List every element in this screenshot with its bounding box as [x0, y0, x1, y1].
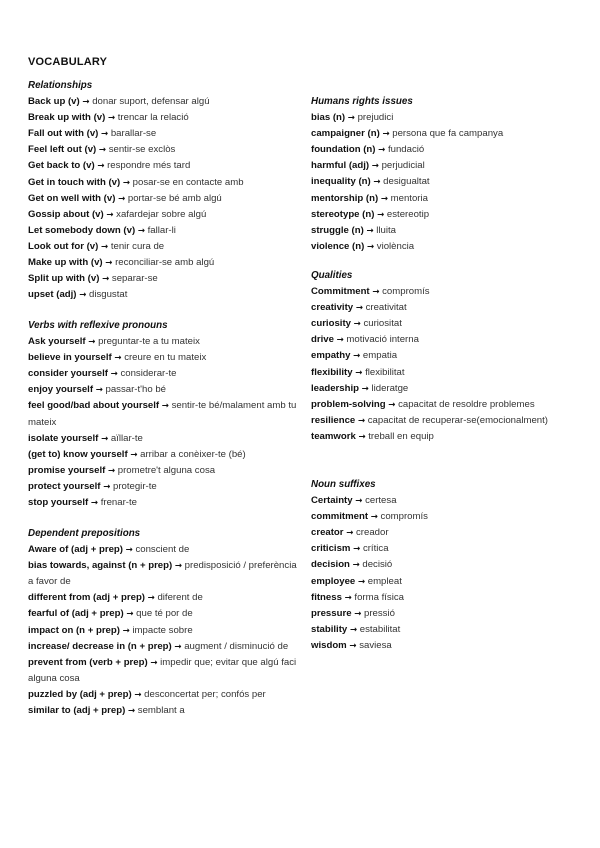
- vocab-entry: [311, 191, 581, 207]
- vocab-definition: crítica: [362, 543, 389, 555]
- arrow-right-icon: →: [118, 193, 126, 204]
- arrow-right-icon: →: [107, 465, 116, 476]
- vocab-term: Back up (v): [28, 96, 80, 108]
- vocab-definition: respondre més tard: [107, 160, 191, 172]
- vocab-definition: tenir cura de: [110, 240, 165, 252]
- vocab-definition: passar-t'ho bé: [105, 384, 167, 396]
- vocab-definition: estabilitat: [359, 623, 401, 635]
- arrow-right-icon: →: [382, 129, 390, 140]
- vocab-entry: [311, 316, 581, 332]
- vocab-entry: [311, 574, 581, 590]
- vocab-term: feel good/bad about yourself: [28, 400, 160, 412]
- vocab-term: promise yourself: [28, 464, 106, 476]
- arrow-right-icon: →: [105, 258, 113, 269]
- vocab-term: struggle (n): [311, 224, 364, 236]
- vocab-entry: [28, 271, 300, 287]
- arrow-right-icon: →: [353, 319, 361, 330]
- vocab-entry: [28, 479, 300, 495]
- vocab-term: criticism: [311, 543, 351, 555]
- vocab-term: Get in touch with (v): [28, 176, 121, 188]
- vocab-definition: decisió: [362, 559, 393, 571]
- vocab-entry: [311, 239, 581, 255]
- vocab-definition: capacitat de resoldre problemes: [398, 398, 535, 410]
- vocab-definition: que té por de: [136, 608, 193, 620]
- vocab-definition: donar suport, defensar algú: [92, 96, 210, 108]
- vocab-term: fitness: [311, 591, 342, 603]
- arrow-right-icon: →: [336, 335, 344, 346]
- arrow-right-icon: →: [174, 561, 182, 572]
- vocab-term: bias (n): [311, 112, 346, 124]
- vocab-term: Certainty: [311, 495, 353, 507]
- arrow-right-icon: →: [361, 383, 369, 394]
- vocab-definition: treball en equip: [368, 430, 434, 442]
- arrow-right-icon: →: [150, 657, 158, 668]
- vocab-entry: [311, 509, 581, 525]
- vocab-entry: [311, 525, 581, 541]
- vocab-entry: [28, 558, 300, 590]
- vocab-entry: [28, 191, 300, 207]
- section-relationships: [28, 78, 300, 303]
- vocab-definition: barallar-se: [110, 128, 157, 140]
- vocab-definition: compromís: [380, 511, 428, 523]
- vocab-entry: [311, 110, 581, 126]
- vocab-definition: augment / disminució de: [184, 640, 289, 652]
- vocab-definition: semblant a: [137, 705, 185, 717]
- vocab-entry: [311, 207, 581, 223]
- vocab-definition: lluita: [376, 224, 396, 236]
- vocab-definition: sentir-se exclòs: [108, 144, 176, 156]
- vocab-definition: aïllar-te: [110, 432, 143, 444]
- vocab-term: Fall out with (v): [28, 128, 99, 140]
- arrow-right-icon: →: [147, 593, 155, 604]
- vocab-definition: posar-se en contacte amb: [132, 176, 244, 188]
- arrow-right-icon: →: [354, 608, 362, 619]
- vocab-entry: [311, 541, 581, 557]
- vocab-entry: [28, 110, 300, 126]
- vocab-term: enjoy yourself: [28, 384, 94, 396]
- vocab-entry: [311, 348, 581, 364]
- arrow-right-icon: →: [355, 367, 363, 378]
- vocab-term: creativity: [311, 302, 354, 314]
- vocab-term: different from (adj + prep): [28, 592, 145, 604]
- arrow-right-icon: →: [357, 576, 366, 587]
- vocab-definition: conscient de: [135, 544, 190, 556]
- vocab-term: problem-solving: [311, 398, 386, 410]
- vocab-term: foundation (n): [311, 144, 376, 156]
- vocab-definition: compromís: [382, 286, 430, 298]
- vocab-term: bias towards, against (n + prep): [28, 560, 173, 572]
- arrow-right-icon: →: [352, 560, 360, 571]
- vocab-entry: [28, 655, 300, 687]
- vocab-term: pressure: [311, 607, 352, 619]
- vocab-term: commitment: [311, 511, 369, 523]
- arrow-right-icon: →: [380, 193, 388, 204]
- arrow-right-icon: →: [90, 498, 99, 509]
- vocab-entry: [28, 447, 300, 463]
- vocab-term: mentorship (n): [311, 192, 379, 204]
- vocab-definition: perjudicial: [381, 160, 425, 172]
- vocab-definition: persona que fa campanya: [392, 128, 504, 140]
- vocab-term: puzzled by (adj + prep): [28, 688, 132, 700]
- vocab-term: violence (n): [311, 240, 365, 252]
- vocab-definition: capacitat de recuperar-se(emocionalment): [367, 414, 548, 426]
- vocab-definition: arribar a conèixer-te (bé): [140, 448, 246, 460]
- vocab-term: decision: [311, 559, 350, 571]
- vocab-term: employee: [311, 575, 356, 587]
- arrow-right-icon: →: [101, 129, 109, 140]
- vocab-definition: disgustat: [88, 289, 128, 301]
- arrow-right-icon: →: [344, 592, 352, 603]
- vocab-entry: [28, 639, 300, 655]
- arrow-right-icon: →: [373, 177, 381, 188]
- vocab-term: teamwork: [311, 430, 356, 442]
- vocab-term: Break up with (v): [28, 112, 106, 124]
- arrow-right-icon: →: [349, 640, 357, 651]
- vocab-entry: [311, 126, 581, 142]
- vocab-definition: creure en tu mateix: [124, 352, 207, 364]
- vocab-definition: impedir que; evitar que algú faci alguna cosa: [28, 656, 297, 684]
- arrow-right-icon: →: [134, 689, 142, 700]
- arrow-right-icon: →: [114, 353, 122, 364]
- arrow-right-icon: →: [110, 369, 118, 380]
- vocab-term: campaigner (n): [311, 128, 380, 140]
- arrow-right-icon: →: [106, 209, 114, 220]
- vocab-definition: fundació: [387, 144, 425, 156]
- vocab-definition: xafardejar sobre algú: [116, 208, 207, 220]
- vocab-entry: [311, 606, 581, 622]
- vocab-entry: [28, 542, 300, 558]
- vocab-definition: protegir-te: [112, 480, 157, 492]
- arrow-right-icon: →: [355, 303, 363, 314]
- section-heading: Verbs with reflexive pronouns: [28, 320, 168, 331]
- vocab-entry: [28, 158, 300, 174]
- arrow-right-icon: →: [125, 545, 133, 556]
- vocab-definition: diferent de: [157, 592, 203, 604]
- arrow-right-icon: →: [366, 225, 374, 236]
- arrow-right-icon: →: [358, 431, 366, 442]
- vocab-entry: [28, 207, 300, 223]
- vocab-term: Get on well with (v): [28, 192, 116, 204]
- vocab-entry: [311, 365, 581, 381]
- section-heading: Humans rights issues: [311, 96, 413, 107]
- vocab-term: empathy: [311, 350, 351, 362]
- arrow-right-icon: →: [127, 706, 136, 717]
- vocab-entry: [28, 687, 300, 703]
- vocab-term: creator: [311, 527, 344, 539]
- arrow-right-icon: →: [88, 337, 96, 348]
- vocab-entry: [311, 223, 581, 239]
- vocab-entry: [311, 142, 581, 158]
- arrow-right-icon: →: [82, 97, 90, 108]
- vocab-entry: [311, 557, 581, 573]
- vocab-term: Split up with (v): [28, 273, 100, 285]
- vocab-definition: flexibilitat: [365, 366, 405, 378]
- vocab-entry: [311, 413, 581, 429]
- arrow-right-icon: →: [102, 274, 110, 285]
- vocab-entry: [311, 332, 581, 348]
- vocab-entry: [311, 638, 581, 654]
- vocab-term: prevent from (verb + prep): [28, 656, 148, 668]
- section-heading: Relationships: [28, 80, 93, 91]
- vocab-term: (get to) know yourself: [28, 448, 128, 460]
- arrow-right-icon: →: [107, 113, 116, 124]
- vocab-definition: trencar la relació: [117, 112, 189, 124]
- arrow-right-icon: →: [353, 544, 361, 555]
- vocab-definition: predisposició / preferència a favor de: [28, 560, 297, 588]
- arrow-right-icon: →: [161, 401, 169, 412]
- arrow-right-icon: →: [126, 609, 134, 620]
- vocab-entry: [28, 94, 300, 110]
- section-human-rights: [311, 94, 581, 255]
- arrow-right-icon: →: [357, 415, 366, 426]
- vocab-entry: [28, 126, 300, 142]
- vocab-term: Feel left out (v): [28, 144, 97, 156]
- vocab-definition: mentoria: [390, 192, 428, 204]
- section-reflexive-verbs: [28, 318, 300, 511]
- vocab-definition: curiositat: [363, 318, 402, 330]
- arrow-right-icon: →: [378, 145, 386, 156]
- vocab-term: curiosity: [311, 318, 351, 330]
- vocab-term: drive: [311, 334, 334, 346]
- vocab-entry: [311, 429, 581, 445]
- vocab-term: inequality (n): [311, 176, 371, 188]
- vocab-definition: estereotip: [386, 208, 430, 220]
- vocab-entry: [28, 398, 300, 430]
- vocab-definition: prejudici: [357, 112, 394, 124]
- vocab-entry: [311, 174, 581, 190]
- vocab-definition: separar-se: [111, 273, 158, 285]
- vocab-term: stop yourself: [28, 497, 89, 509]
- vocab-term: wisdom: [311, 639, 347, 651]
- arrow-right-icon: →: [355, 496, 363, 507]
- vocab-term: upset (adj): [28, 289, 77, 301]
- vocab-term: stereotype (n): [311, 208, 375, 220]
- vocab-definition: certesa: [365, 495, 397, 507]
- vocab-entry: [28, 239, 300, 255]
- arrow-right-icon: →: [370, 512, 378, 523]
- vocab-entry: [28, 623, 300, 639]
- vocab-term: Get back to (v): [28, 160, 95, 172]
- arrow-right-icon: →: [130, 449, 138, 460]
- vocab-entry: [28, 495, 300, 511]
- vocab-entry: [28, 366, 300, 382]
- vocab-definition: creador: [356, 527, 389, 539]
- arrow-right-icon: →: [346, 528, 354, 539]
- page-title: VOCABULARY: [28, 56, 108, 68]
- vocab-term: Gossip about (v): [28, 208, 104, 220]
- section-heading: Qualities: [311, 270, 353, 281]
- vocab-term: similar to (adj + prep): [28, 705, 126, 717]
- vocab-term: Make up with (v): [28, 257, 103, 269]
- arrow-right-icon: →: [137, 225, 145, 236]
- arrow-right-icon: →: [79, 290, 87, 301]
- vocab-term: flexibility: [311, 366, 353, 378]
- section-qualities: [311, 268, 581, 445]
- vocab-entry: [28, 175, 300, 191]
- arrow-right-icon: →: [95, 385, 103, 396]
- vocab-term: consider yourself: [28, 368, 108, 380]
- vocab-term: impact on (n + prep): [28, 624, 120, 636]
- arrow-right-icon: →: [371, 161, 379, 172]
- vocab-term: Let somebody down (v): [28, 224, 136, 236]
- vocab-entry: [28, 223, 300, 239]
- vocab-term: isolate yourself: [28, 432, 99, 444]
- vocab-term: increase/ decrease in (n + prep): [28, 640, 172, 652]
- vocab-entry: [311, 622, 581, 638]
- vocab-entry: [28, 431, 300, 447]
- vocab-definition: frenar-te: [100, 497, 137, 509]
- vocab-definition: reconciliar-se amb algú: [115, 257, 215, 269]
- vocab-definition: desigualtat: [383, 176, 430, 188]
- arrow-right-icon: →: [377, 209, 385, 220]
- vocab-definition: prometre't alguna cosa: [117, 464, 216, 476]
- vocab-definition: empleat: [367, 575, 402, 587]
- vocab-entry: [311, 158, 581, 174]
- vocab-definition: violència: [376, 240, 415, 252]
- vocab-definition: sentir-te bé/malament amb tu mateix: [28, 400, 297, 428]
- arrow-right-icon: →: [98, 145, 107, 156]
- vocab-term: harmful (adj): [311, 160, 370, 172]
- arrow-right-icon: →: [122, 177, 130, 188]
- arrow-right-icon: →: [101, 433, 109, 444]
- vocab-term: fearful of (adj + prep): [28, 608, 124, 620]
- vocab-entry: [28, 606, 300, 622]
- vocab-definition: lideratge: [371, 382, 409, 394]
- section-heading: Noun suffixes: [311, 479, 376, 490]
- vocab-entry: [28, 463, 300, 479]
- vocab-entry: [311, 397, 581, 413]
- vocab-definition: saviesa: [359, 639, 392, 651]
- vocab-definition: considerar-te: [120, 368, 177, 380]
- vocab-term: Ask yourself: [28, 336, 86, 348]
- vocab-term: Aware of (adj + prep): [28, 544, 123, 556]
- vocab-term: Look out for (v): [28, 240, 99, 252]
- arrow-right-icon: →: [97, 161, 105, 172]
- arrow-right-icon: →: [372, 287, 380, 298]
- vocab-term: stability: [311, 623, 348, 635]
- vocab-definition: impacte sobre: [132, 624, 193, 636]
- vocab-definition: desconcertat per; confós per: [144, 688, 266, 700]
- vocab-definition: preguntar-te a tu mateix: [98, 336, 200, 348]
- arrow-right-icon: →: [349, 624, 358, 635]
- section-noun-suffixes: [311, 477, 581, 654]
- vocab-entry: [28, 703, 300, 719]
- vocab-entry: [28, 350, 300, 366]
- vocab-definition: motivació interna: [346, 334, 419, 346]
- arrow-right-icon: →: [366, 241, 375, 252]
- vocab-entry: [28, 255, 300, 271]
- vocab-term: leadership: [311, 382, 359, 394]
- vocab-term: protect yourself: [28, 480, 101, 492]
- vocab-entry: [311, 493, 581, 509]
- arrow-right-icon: →: [388, 399, 396, 410]
- section-dependent-prepositions: [28, 526, 300, 719]
- vocab-term: resilience: [311, 414, 356, 426]
- vocab-entry: [28, 590, 300, 606]
- arrow-right-icon: →: [347, 113, 355, 124]
- vocab-entry: [28, 142, 300, 158]
- vocab-term: believe in yourself: [28, 352, 112, 364]
- arrow-right-icon: →: [174, 641, 182, 652]
- vocab-definition: forma física: [354, 591, 404, 603]
- arrow-right-icon: →: [122, 625, 130, 636]
- arrow-right-icon: →: [101, 241, 109, 252]
- vocab-entry: [28, 287, 300, 303]
- vocab-entry: [311, 300, 581, 316]
- vocab-entry: [311, 590, 581, 606]
- vocab-term: Commitment: [311, 286, 370, 298]
- vocab-definition: empatia: [362, 350, 398, 362]
- vocab-entry: [28, 382, 300, 398]
- vocab-definition: portar-se bé amb algú: [127, 192, 222, 204]
- vocab-definition: fallar-li: [147, 224, 176, 236]
- vocab-entry: [28, 334, 300, 350]
- arrow-right-icon: →: [103, 481, 111, 492]
- section-heading: Dependent prepositions: [28, 528, 141, 539]
- vocab-definition: pressió: [364, 607, 395, 619]
- vocab-definition: creativitat: [365, 302, 407, 314]
- vocab-entry: [311, 381, 581, 397]
- arrow-right-icon: →: [353, 351, 361, 362]
- vocab-entry: [311, 284, 581, 300]
